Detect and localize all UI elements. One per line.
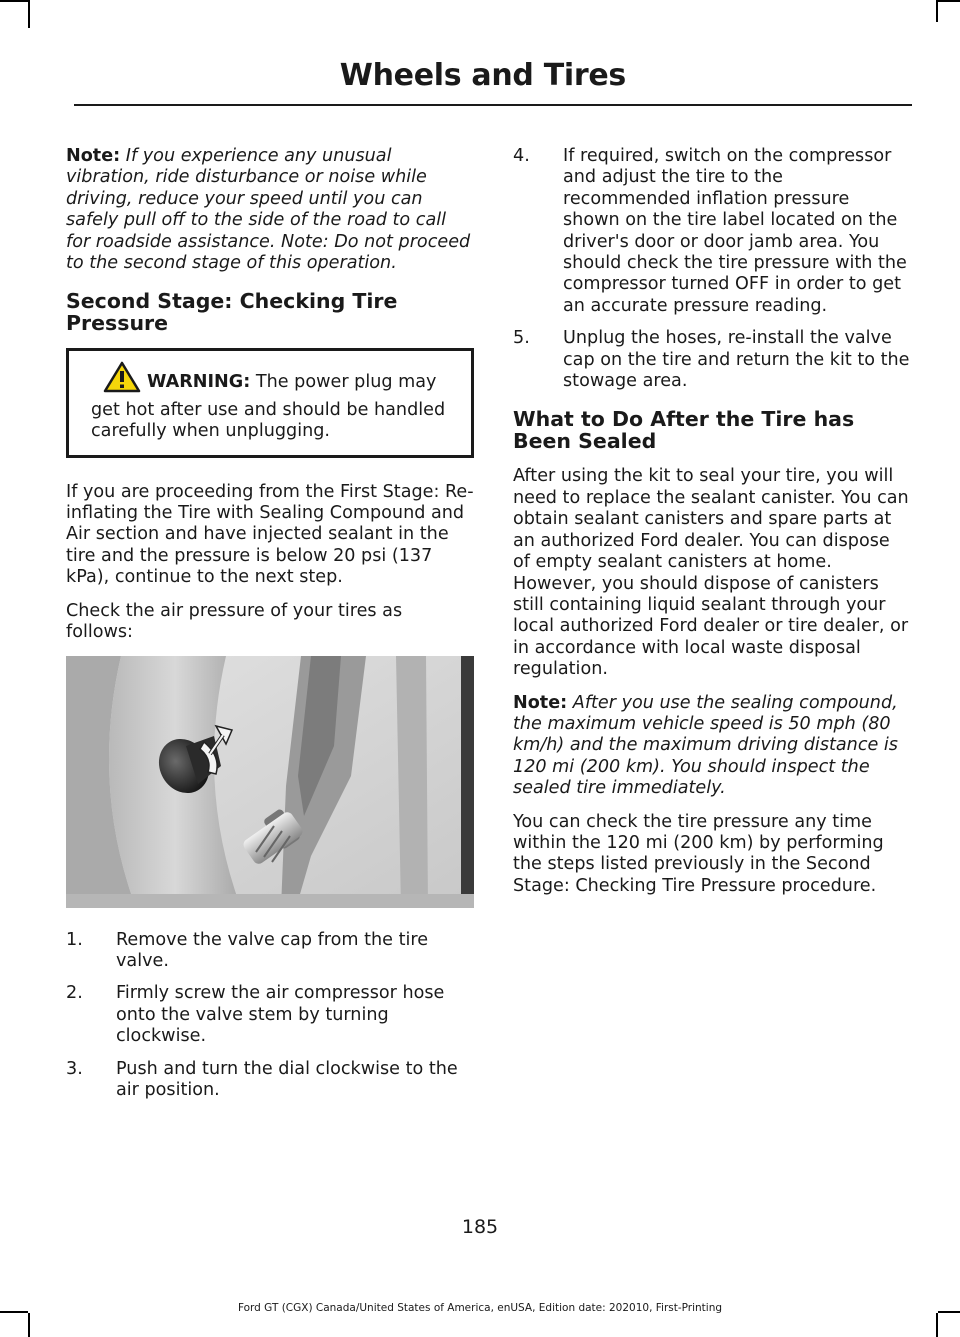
note-label: Note: — [513, 692, 568, 713]
note-text: If you experience any unusual vibration, ride disturbance or noise while driving, reduce your speed until you can safely pull off to the side of the road to call for roadside assistance. Note: Do not proceed to the second stage of this operation. — [66, 146, 471, 274]
page-number: 185 — [461, 1216, 499, 1238]
warning-box — [66, 348, 474, 457]
footer-text: Ford GT (CGX) Canada/United States of America, enUSA, Edition date: 202010, First-Printing — [237, 1302, 723, 1314]
crop-mark — [28, 1313, 30, 1337]
step-number: 1. — [66, 929, 83, 950]
step-number: 4. — [513, 146, 530, 166]
body-paragraph: Check the air pressure of your tires as follows: — [66, 600, 403, 643]
step-text: Push and turn the dial clockwise to the air position. — [116, 1058, 458, 1100]
warning-label: WARNING: — [147, 372, 251, 393]
section-heading: What to Do After the Tire has Been Sealed — [513, 407, 855, 454]
step-number: 3. — [66, 1058, 83, 1079]
body-paragraph: If you are proceeding from the First Stage: Re-inflating the Tire with Sealing Compound and Air section and have injected sealant in the tire and the pressure is below 20 psi (137 kPa), continue to the next step. — [66, 481, 474, 588]
left-column — [66, 146, 474, 1112]
warning-text: The power plug may get hot after use and should be handled carefully when unplugging. — [91, 372, 446, 442]
list-item — [66, 983, 474, 1047]
crop-mark — [936, 1313, 938, 1337]
step-text: Firmly screw the air compressor hose onto the valve stem by turning clockwise. — [116, 983, 445, 1047]
list-item — [513, 328, 911, 392]
step-number: 2. — [66, 983, 83, 1004]
note-label: Note: — [66, 146, 121, 166]
header-rule — [74, 104, 912, 106]
crop-mark — [28, 0, 30, 28]
note-text: After you use the sealing compound, the maximum vehicle speed is 50 mph (80 km/h) and the maximum driving distance is 120 mi (200 km). You should inspect the sealed tire immediately. — [513, 692, 898, 799]
right-column — [513, 146, 911, 909]
list-item — [513, 146, 911, 317]
crop-mark — [0, 0, 28, 2]
valve-cap-illustration — [66, 656, 474, 908]
steps-list — [66, 930, 474, 1102]
crop-mark — [936, 0, 938, 22]
steps-list — [513, 146, 911, 392]
step-number: 5. — [513, 328, 530, 349]
list-item — [66, 930, 474, 973]
note-paragraph — [513, 693, 911, 800]
step-text: Remove the valve cap from the tire valve. — [116, 929, 429, 971]
step-text: If required, switch on the compressor and adjust the tire to the recommended inflation pressure shown on the tire label located on the driver's door or door jamb area. You should check the tire pressure with the compressor turned OFF in order to get an accurate pressure reading. — [563, 146, 907, 316]
step-text: Unplug the hoses, re-install the valve cap on the tire and return the kit to the stowage area. — [563, 328, 910, 392]
crop-mark — [938, 0, 960, 2]
note-paragraph — [66, 146, 474, 274]
list-item — [66, 1059, 474, 1102]
body-paragraph: You can check the tire pressure any time within the 120 mi (200 km) by performing the steps listed previously in the Second Stage: Checking Tire Pressure procedure. — [513, 811, 884, 896]
warning-triangle-icon — [103, 361, 141, 399]
section-heading: Second Stage: Checking Tire Pressure — [66, 289, 398, 336]
page-title: Wheels and Tires — [339, 58, 626, 93]
body-paragraph: After using the kit to seal your tire, you will need to replace the sealant canister. You can obtain sealant canisters and spare parts at an authorized Ford dealer. You can dispose of empty sealant canisters at home. However, you should dispose of canisters still containing liquid sealant through your local authorized Ford dealer or tire dealer, or in accordance with local waste disposal regulation. — [513, 466, 909, 680]
